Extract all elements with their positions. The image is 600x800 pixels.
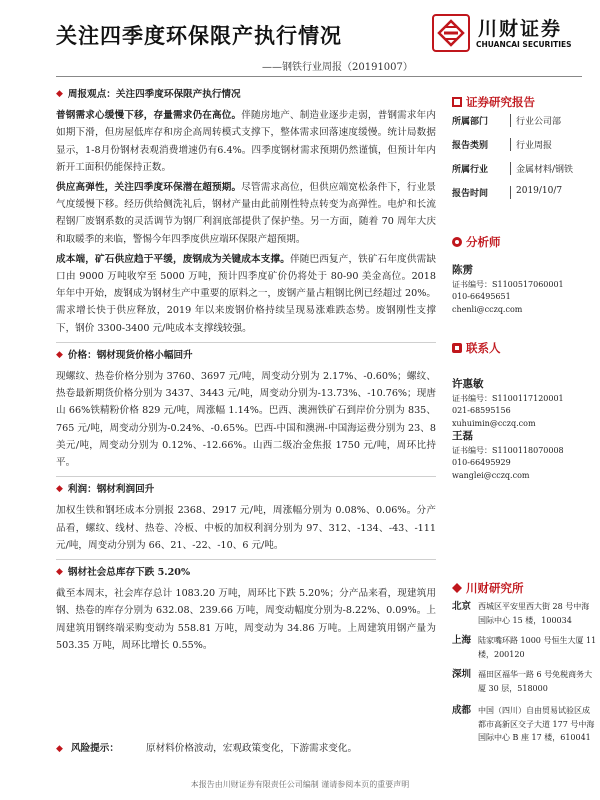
section-divider — [56, 476, 436, 477]
paragraph-demand-body: 伴随房地产、制造业逐步走弱，普钢需求年内如期下滑，但房屋低库存和房企高周转模式支撑下，整体需求回落速度缓慢。统计局数据显示，1-8月份钢材表观消费增速仍有6.4%。四季度钢材需求预期仍然谨慎，但预计年内新开工面积仍能保持正数。 — [56, 110, 436, 173]
office-beijing: 北京 西城区平安里西大街 28 号中海国际中心 15 楼，100034 — [452, 601, 590, 625]
info-row-date: 报告时间 2019/10/7 — [452, 186, 563, 199]
analyst-card — [452, 264, 564, 316]
contact-card — [452, 430, 564, 482]
contact-title-text: 联系人 — [466, 341, 501, 355]
logo-mark-icon — [432, 14, 470, 52]
summary-heading — [56, 86, 436, 103]
report-subtitle: ——钢铁行业周报（20191007） — [262, 62, 413, 73]
contact-email[interactable]: xuhuimin@cczq.com — [452, 418, 536, 428]
research-institute-title-text: 川财研究所 — [466, 581, 524, 595]
risk-label: 风险提示： — [70, 743, 119, 754]
analyst-section-icon — [452, 237, 462, 247]
paragraph-inventory: 截至本周末，社会库存总计 1083.20 万吨，周环比下跌 5.20%；分产品来看，现建筑用钢、热卷的库存分别为 632.08、239.66 万吨，周变动幅度分别为-8.22%、0.09%。上周建筑用钢终端采购变动为 558.81 万吨，周变动为 34.86 万吨。上周建筑用钢产量为 503.35 万吨，周环比增长 0.55%。 — [56, 588, 436, 651]
paragraph-supply — [56, 179, 436, 248]
header-divider — [56, 76, 582, 77]
paragraph-cost-body: 伴随巴西复产，铁矿石年度供需缺口由 9000 万吨收窄至 5000 万吨，预计四季度矿价仍将处于 80-90 美金高位。2018 年年中开始，废钢成为钢材生产中重要的原料之一，废钢产量占粗钢比例已经超过 20%。需求增长快于供应释放，2019 年以来废钢价格持续呈现易涨难跌态势。废钢刚性支撑下，钢价 3300-3400 元/吨成本支撑线较强。 — [56, 253, 437, 334]
contact-name: 许惠敏 — [452, 378, 484, 390]
analyst-email[interactable]: chenli@cczq.com — [452, 304, 523, 314]
paragraph-cost-lead: 成本端，矿石供应趋于平缓，废钢成为关键成本支撑。 — [56, 253, 290, 265]
office-shanghai: 上海 陆家嘴环路 1000 号恒生大厦 11 楼，200120 — [452, 635, 597, 659]
paragraph-profit: 加权生铁和钢坯成本分别报 2368、2917 元/吨，周涨幅分别为 0.08%、0.06%。分产品看，螺纹、线材、热卷、冷板、中板的加权利润分别为 97、312、-134、-43、-111 元/吨，周变动分别为 66、21、-22、-10、6 元/吨。 — [56, 505, 436, 551]
analyst-phone: 010-66495651 — [452, 292, 511, 301]
contact-section-icon — [452, 343, 462, 353]
paragraph-price: 现螺纹、热卷价格分别为 3760、3697 元/吨，周变动分别为 2.17%、-0.60%；螺纹、热卷最新期货价格分别为 3437、3443 元/吨，周变动分别为-13.73%、-10.76%；现唐山 66%铁精粉价格 829 元/吨，周涨幅 1.14%。巴西、澳洲铁矿石到岸价分别为 835、765 元/吨，周变动分别为-0.24%、-0.65%。巴西-中国和澳洲-中国海运费分别为 23、8 美元/吨，周变动分别为 0.12%、-12.66%。山西二级冶金焦报 1750 元/吨，周环比持平。 — [56, 371, 436, 469]
contact-phone: 010-66495929 — [452, 458, 511, 467]
profit-heading — [56, 481, 436, 498]
paragraph-demand-lead: 普钢需求心缓慢下移，存量需求仍在高位。 — [56, 110, 242, 122]
main-content — [56, 84, 436, 657]
contact-email[interactable]: wanglei@cczq.com — [452, 470, 530, 480]
analyst-title-text: 分析师 — [466, 235, 501, 249]
profit-heading-text: 利润：钢材利润回升 — [67, 484, 155, 496]
info-row-industry: 所属行业 金属材料/钢铁 — [452, 162, 573, 175]
contact-cert: 证书编号：S1100117120001 — [452, 393, 564, 403]
logo-text-cn: 川财证券 — [478, 18, 563, 40]
paragraph-supply-body: 尽管需求高位，但供应端宽松条件下，行业景气度缓慢下移。经历供给侧洗礼后，钢材产量由此前刚性特点转变为高弹性。电炉和长流程钢厂废钢系数的灵活调节为钢厂利润底部提供了保护垫。另一方面，随着 70 周年大庆和取暖季的来临，警惕今年四季度供应端环保限产超预期。 — [56, 182, 436, 245]
analyst-title — [452, 234, 501, 250]
summary-heading-text: 周报观点：关注四季度环保限产执行情况 — [67, 89, 241, 100]
paragraph-cost — [56, 251, 436, 337]
info-row-department: 所属部门 行业公司部 — [452, 114, 561, 127]
institute-section-icon — [452, 583, 462, 593]
contact-card — [452, 378, 564, 430]
diamond-bullet-icon: ◆ — [56, 744, 63, 754]
contact-cert: 证书编号：S1100118070008 — [452, 445, 564, 455]
report-type-title — [452, 94, 535, 110]
report-type-title-text: 证券研究报告 — [466, 95, 535, 109]
footer-disclaimer: 本报告由川财证券有限责任公司编制 谨请参阅本页的重要声明 — [190, 780, 410, 789]
contact-title — [452, 340, 501, 356]
paragraph-demand — [56, 107, 436, 176]
report-section-icon — [452, 97, 462, 107]
info-row-category: 报告类别 行业周报 — [452, 138, 552, 151]
diamond-bullet-icon: ◆ — [56, 484, 63, 495]
inventory-heading — [56, 564, 436, 581]
diamond-bullet-icon: ◆ — [56, 89, 63, 99]
logo-text-en: CHUANCAI SECURITIES — [476, 40, 572, 49]
risk-warning — [56, 740, 357, 754]
company-logo — [432, 14, 582, 56]
risk-body: 原材料价格波动，宏观政策变化，下游需求变化。 — [146, 743, 358, 754]
price-heading-text: 价格：钢材现货价格小幅回升 — [67, 349, 193, 361]
section-divider — [56, 342, 436, 343]
analyst-cert: 证书编号：S1100517060001 — [452, 279, 564, 289]
section-divider — [56, 559, 436, 560]
inventory-heading-text: 钢材社会总库存下跌 5.20% — [67, 567, 191, 579]
report-title: 关注四季度环保限产执行情况 — [56, 23, 342, 48]
contact-phone: 021-68595156 — [452, 406, 511, 415]
diamond-bullet-icon: ◆ — [56, 567, 63, 578]
analyst-name: 陈雳 — [452, 264, 473, 276]
paragraph-supply-lead: 供应高弹性，关注四季度环保潜在超预期。 — [56, 182, 242, 194]
office-chengdu: 成都 中国（四川）自由贸易试验区成都市高新区交子大道 177 号中海国际中心 B 座 17 楼，610041 — [452, 705, 595, 742]
price-heading — [56, 347, 436, 364]
contact-name: 王磊 — [452, 430, 473, 442]
research-institute-title — [452, 580, 524, 596]
office-shenzhen: 深圳 福田区福华一路 6 号免税商务大厦 30 层，518000 — [452, 669, 593, 693]
diamond-bullet-icon: ◆ — [56, 349, 63, 360]
